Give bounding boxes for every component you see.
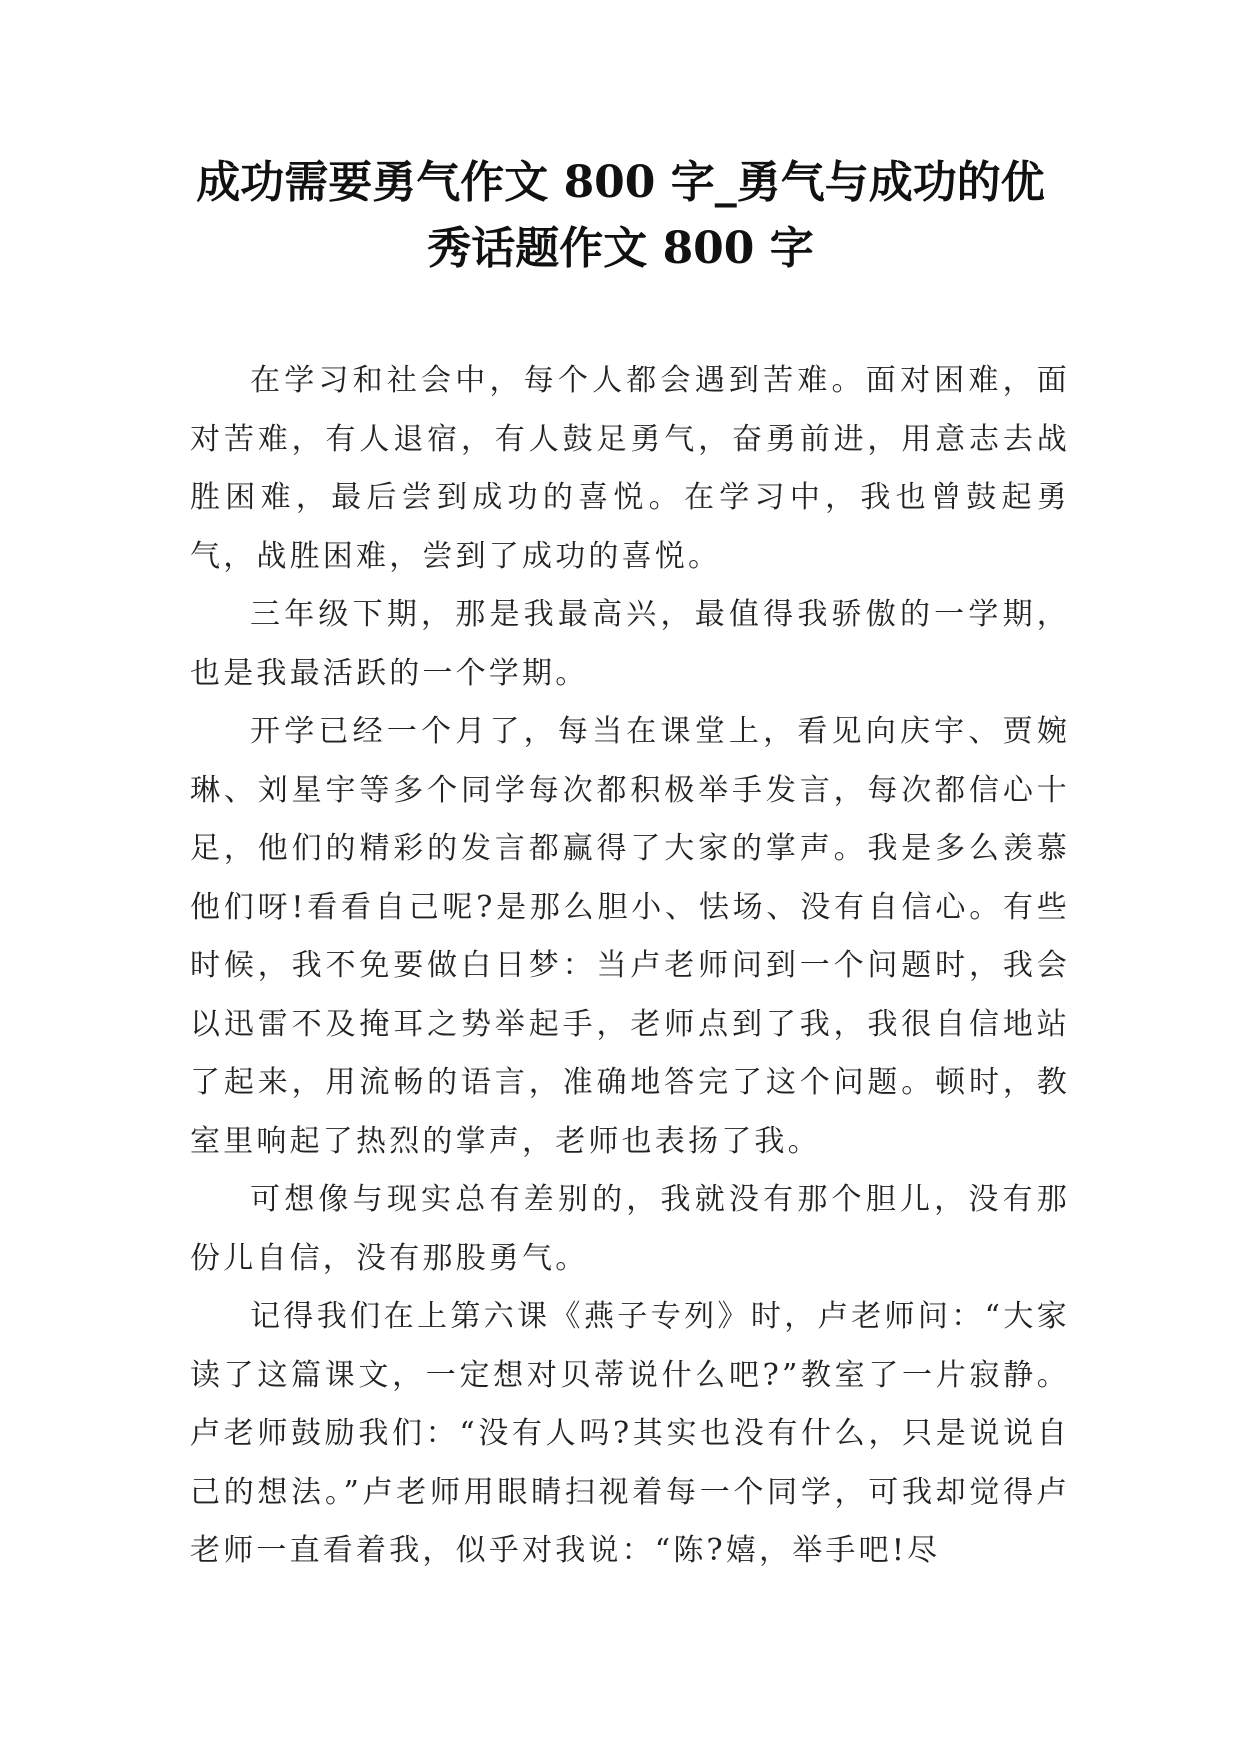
paragraph: 开学已经一个月了，每当在课堂上，看见向庆宇、贾婉琳、刘星宇等多个同学每次都积极举手发言，每次都信心十足，他们的精彩的发言都赢得了大家的掌声。我是多么羡慕他们呀!看看自己呢?是那么胆小、怯场、没有自信心。有些时候，我不免要做白日梦：当卢老师问到一个问题时，我会以迅雷不及掩耳之势举起手，老师点到了我，我很自信地站了起来，用流畅的语言，准确地答完了这个问题。顿时，教室里响起了热烈的掌声，老师也表扬了我。 (190, 714, 1070, 1159)
paragraph: 在学习和社会中，每个人都会遇到苦难。面对困难，面对苦难，有人退宿，有人鼓足勇气，奋勇前进，用意志去战胜困难，最后尝到成功的喜悦。在学习中，我也曾鼓起勇气，战胜困难，尝到了成功的喜悦。 (190, 363, 1070, 574)
document-title (150, 150, 1091, 282)
title-line-1: 成功需要勇气作文 800 字_勇气与成功的优 (196, 157, 1045, 208)
paragraph: 三年级下期，那是我最高兴，最值得我骄傲的一学期，也是我最活跃的一个学期。 (190, 597, 1070, 691)
title-line-2: 秀话题作文 800 字 (427, 223, 814, 274)
paragraph: 记得我们在上第六课《燕子专列》时，卢老师问：“大家读了这篇课文，一定想对贝蒂说什么吧?”教室了一片寂静。卢老师鼓励我们：“没有人吗?其实也没有什么，只是说说自己的想法。”卢老师用眼睛扫视着每一个同学，可我却觉得卢老师一直看着我，似乎对我说：“陈?嬉，举手吧!尽 (190, 1299, 1070, 1568)
paragraph: 可想像与现实总有差别的，我就没有那个胆儿，没有那份儿自信，没有那股勇气。 (190, 1182, 1070, 1276)
document-body (190, 352, 1070, 1581)
